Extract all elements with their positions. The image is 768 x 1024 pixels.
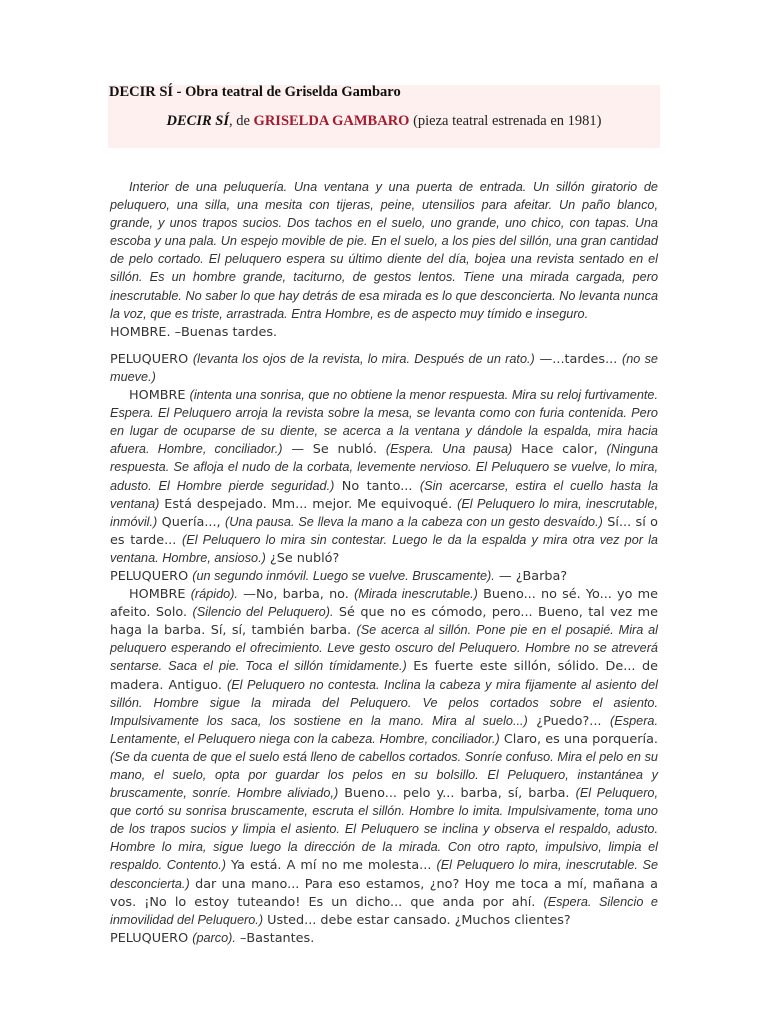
subtitle-note: (pieza teatral estrenada en 1981) [409, 113, 602, 129]
dialogue-text: —No, barba, no. [237, 587, 355, 603]
subtitle-work: DECIR SÍ [166, 113, 229, 129]
paragraph [110, 929, 658, 947]
dialogue-text: Usted... debe estar cansado. ¿Muchos clientes? [263, 912, 571, 928]
stage-direction: (Se da cuenta de que el suelo está lleno de cabellos cortados. Sonríe confuso. Mira el pelo en su mano, el suelo, opta por guardar los pelos en su bolsillo. El Peluquero, instantánea y bruscamente, sonríe. Hombre aliviado,) [110, 749, 658, 801]
stage-direction: (intenta una sonrisa, que no obtiene la menor respuesta. Mira su reloj furtivamente. Espera. El Peluquero arroja la revista sobre la mesa, se levanta como con furia contenida. Pero en lugar de ocuparse de su diente, se acerca a la ventana y dándole la espalda, mira hacia afuera. Hombre, conciliador.) [110, 388, 658, 457]
dialogue-text: Bueno... pelo y... barba, sí, barba. [338, 786, 576, 802]
paragraph [110, 567, 658, 585]
page-title: DECIR SÍ - Obra teatral de Griselda Gambaro [109, 84, 401, 100]
dialogue-text: HOMBRE. –Buenas tardes. [110, 324, 278, 340]
subtitle-line [108, 113, 660, 130]
stage-direction: (Sin acercarse, estira el cuello hasta la ventana) [110, 478, 659, 511]
dialogue-text: HOMBRE [129, 388, 190, 404]
dialogue-text: dar una mano... Para eso estamos, ¿no? Hoy me toca a mí, mañana a vos. ¡No lo estoy tuteando! Es un dicho... que anda por ahí. [110, 876, 658, 910]
stage-direction: (El Peluquero no contesta. Inclina la cabeza y mira fijamente al asiento del sillón. Hombre sigue la mirada del Peluquero. Ve pelos cortados sobre el asiento. Impulsivamente los saca, los sostiene en la mano. Mira al suelo...) [110, 677, 658, 728]
paragraph [110, 585, 658, 929]
stage-direction: (parco). [192, 930, 236, 945]
stage-direction: (un segundo inmóvil. Luego se vuelve. Bruscamente). [192, 568, 495, 583]
dialogue-text: PELUQUERO [110, 568, 193, 584]
dialogue-text: ¿Se nubló? [265, 550, 340, 566]
stage-direction: (El Peluquero, que cortó su sonrisa bruscamente, escruta el sillón. Hombre lo imita. Impulsivamente, toma uno de los trapos sucios y limpia el asiento. El Peluquero se inclina y observa el respaldo, adusto. Hombre lo mira, sigue luego la dirección de la mirada. Con otro rapto, impulsivo, limpia el respaldo. Contento.) [110, 786, 659, 873]
stage-direction: (El Peluquero lo mira, inescrutable. Se desconcierta.) [110, 858, 659, 891]
stage-direction: (Mirada inescrutable.) [354, 587, 478, 602]
dialogue-text: HOMBRE [129, 587, 191, 603]
stage-direction: (El Peluquero lo mira, inescrutable, inmóvil.) [110, 496, 658, 529]
paragraph [110, 323, 658, 341]
dialogue-text: — ¿Barba? [494, 568, 568, 584]
dialogue-text: Claro, es una porquería. [499, 731, 658, 747]
dialogue-text: —...tardes... [534, 351, 623, 367]
dialogue-text: Hace calor, [512, 442, 607, 458]
dialogue-text: PELUQUERO [110, 930, 193, 946]
stage-direction: (Espera. Silencio e inmovilidad del Peluquero.) [110, 894, 658, 927]
stage-direction: (rápido). [190, 587, 238, 602]
stage-direction: (El Peluquero lo mira sin contestar. Luego le da la espalda y mira otra vez por la ventana. Hombre, ansioso.) [110, 532, 658, 565]
stage-direction: (Ninguna respuesta. Se afloja el nudo de la corbata, levemente nervioso. El Peluquero se vuelve, lo mira, adusto. El Hombre pierde seguridad.) [110, 442, 659, 493]
dialogue-text: –Bastantes. [235, 930, 315, 946]
dialogue-text: Está despejado. Mm... mejor. Me equivoqué. [159, 496, 458, 512]
stage-direction: Interior de una peluquería. Una ventana y una puerta de entrada. Un sillón giratorio de peluquero, una silla, una mesita con tijeras, peine, utensilios para afeitar. Un paño blanco, grande, y unos trapos sucios. Dos tachos en el suelo, uno grande, uno chico, con tapas. Una escoba y una pala. Un espejo movible de pie. En el suelo, a los pies del sillón, una gran cantidad de pelo cortado. El peluquero espera su último diente del día, bojea una revista sentado en el sillón. Es un hombre grande, taciturno, de gestos lentos. Tiene una mirada cargada, pero inescrutable. No saber lo que hay detrás de esa mirada es lo que desconcierta. No levanta nunca la voz, que es triste, arrastrada. Entra Hombre, es de aspecto muy tímido e inseguro. [110, 180, 659, 321]
stage-direction: (Se acerca al sillón. Pone pie en el posapié. Mira al peluquero esperando el ofrecimiento. Leve gesto oscuro del Peluquero. Hombre no se atreverá sentarse. Saca el pie. Toca el sillón tímidamente.) [110, 623, 658, 674]
paragraph [110, 178, 658, 323]
play-text [110, 178, 658, 947]
stage-direction: (Espera. Lentamente, el Peluquero niega con la cabeza. Hombre, conciliador.) [110, 713, 658, 746]
stage-direction: (Espera. Una pausa) [385, 442, 513, 457]
dialogue-text: ¿Puedo?... [527, 713, 611, 729]
dialogue-text: Quería..., [157, 514, 226, 530]
dialogue-text: Sé que no es cómodo, pero... Bueno, tal vez me haga la barba. Sí, sí, también barba. [110, 605, 659, 639]
dialogue-text: Bueno... no sé. Yo... yo me afeito. Solo. [110, 587, 658, 621]
dialogue-text: Sí... sí o es tarde... [110, 514, 659, 548]
dialogue-text: Ya está. A mí no me molesta... [225, 858, 437, 874]
stage-direction: (Silencio del Peluquero). [192, 605, 334, 620]
paragraph [110, 386, 658, 567]
dialogue-text: — Se nubló. [282, 442, 386, 458]
dialogue-text: PELUQUERO [110, 351, 193, 367]
stage-direction: (Una pausa. Se lleva la mano a la cabeza con un gesto desvaído.) [225, 514, 603, 529]
stage-direction: (levanta los ojos de la revista, lo mira. Después de un rato.) [192, 351, 535, 366]
dialogue-text: No tanto... [334, 478, 420, 494]
subtitle-author: GRISELDA GAMBARO [253, 113, 410, 129]
stage-direction: (no se mueve.) [110, 351, 658, 384]
subtitle-separator: , de [228, 113, 254, 129]
dialogue-text: Es fuerte este sillón, sólido. De... de madera. Antiguo. [110, 659, 658, 693]
paragraph [110, 350, 658, 386]
